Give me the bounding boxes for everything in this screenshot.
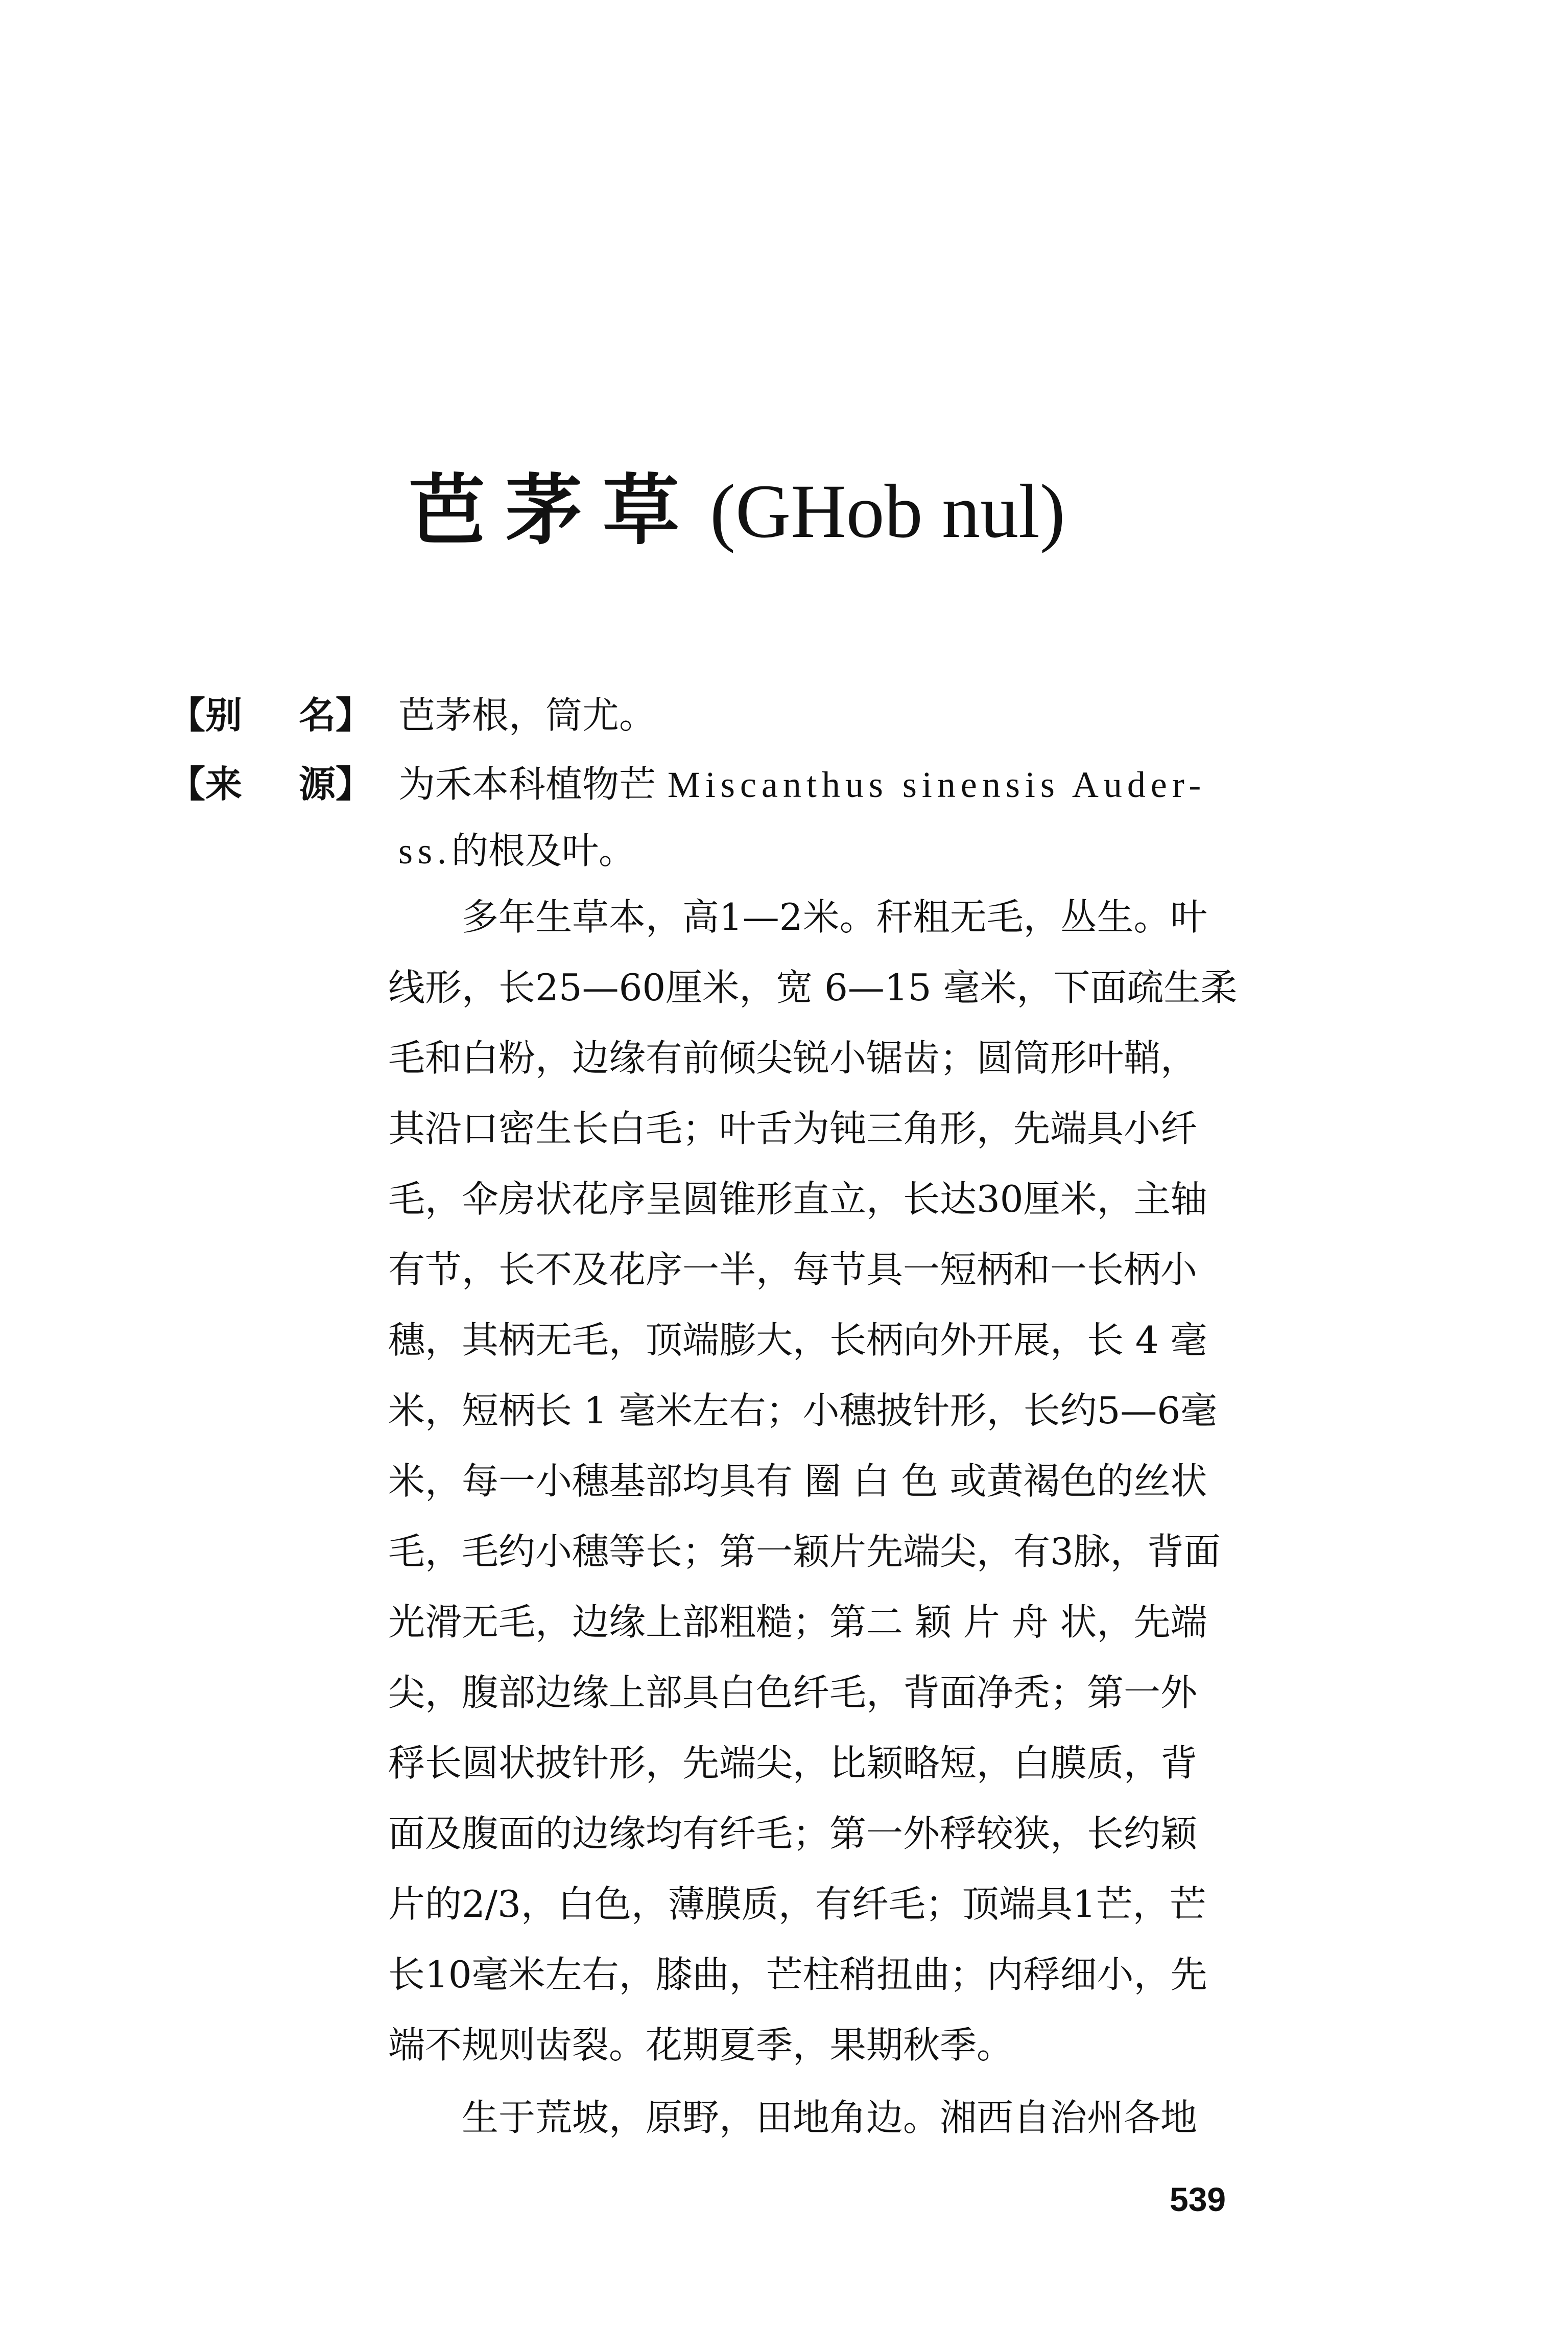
field-label-source [169, 756, 373, 812]
description-line: 毛，伞房状花序呈圆锥形直立，长达30厘米，主轴 [388, 1178, 1207, 1220]
description-line: 稃长圆状披针形，先端尖，比颖略短，白膜质，背 [388, 1742, 1198, 1784]
field-label-alias-close: 名】 [299, 694, 373, 737]
description-line: 毛，毛约小穗等长；第一颖片先端尖，有3脉，背面 [388, 1530, 1221, 1573]
source-latin-suffix: ss. [398, 831, 452, 872]
title-pinyin: (GHob nul) [710, 469, 1065, 554]
source-chinese-text: 为禾本科植物芒 [398, 763, 668, 806]
field-label-source-open: 【来 [169, 763, 243, 806]
field-label-source-close: 源】 [299, 763, 373, 806]
description-line: 光滑无毛，边缘上部粗糙；第二 颖 片 舟 状，先端 [388, 1601, 1207, 1643]
entry-title [409, 460, 1328, 562]
field-value-source-line-2 [398, 823, 1343, 879]
description-line: 穗，其柄无毛，顶端膨大，长柄向外开展，长 4 毫 [388, 1319, 1207, 1361]
source-chinese-suffix: 的根及叶。 [452, 829, 636, 872]
description-line: 米，每一小穗基部均具有 圈 白 色 或黄褐色的丝状 [388, 1460, 1207, 1502]
title-chinese: 芭茅草 [409, 466, 700, 555]
habitat-line: 生于荒坡，原野，田地角边。湘西自治州各地 [388, 2096, 1198, 2139]
description-line: 米，短柄长 1 毫米左右；小穗披针形，长约5—6毫 [388, 1389, 1218, 1432]
description-line: 端不规则齿裂。花期夏季，果期秋季。 [388, 2024, 1014, 2066]
page-number: 539 [1170, 2180, 1226, 2218]
description-line: 长10毫米左右，膝曲，芒柱稍扭曲；内稃细小，先 [388, 1953, 1207, 1996]
description-line: 片的2/3，白色，薄膜质，有纤毛；顶端具1芒，芒 [388, 1883, 1206, 1925]
field-label-alias [169, 687, 373, 743]
source-latin-name: Miscanthus sinensis Auder- [667, 764, 1206, 805]
description-line: 多年生草本，高1—2米。秆粗无毛，丛生。叶 [388, 896, 1207, 938]
description-line: 尖，腹部边缘上部具白色纤毛，背面净秃；第一外 [388, 1671, 1198, 1714]
description-line: 有节，长不及花序一半，每节具一短柄和一长柄小 [388, 1248, 1198, 1291]
description-line: 其沿口密生长白毛；叶舌为钝三角形，先端具小纤 [388, 1107, 1198, 1150]
field-value-source-line-1 [398, 756, 1343, 813]
description-line: 线形，长25—60厘米，宽 6—15 毫米，下面疏生柔 [388, 966, 1238, 1009]
field-value-alias: 芭茅根，筒尤。 [398, 694, 656, 737]
description-line: 毛和白粉，边缘有前倾尖锐小锯齿；圆筒形叶鞘， [388, 1037, 1198, 1079]
field-label-alias-open: 【别 [169, 694, 243, 737]
description-line: 面及腹面的边缘均有纤毛；第一外稃较狭，长约颖 [388, 1812, 1198, 1855]
